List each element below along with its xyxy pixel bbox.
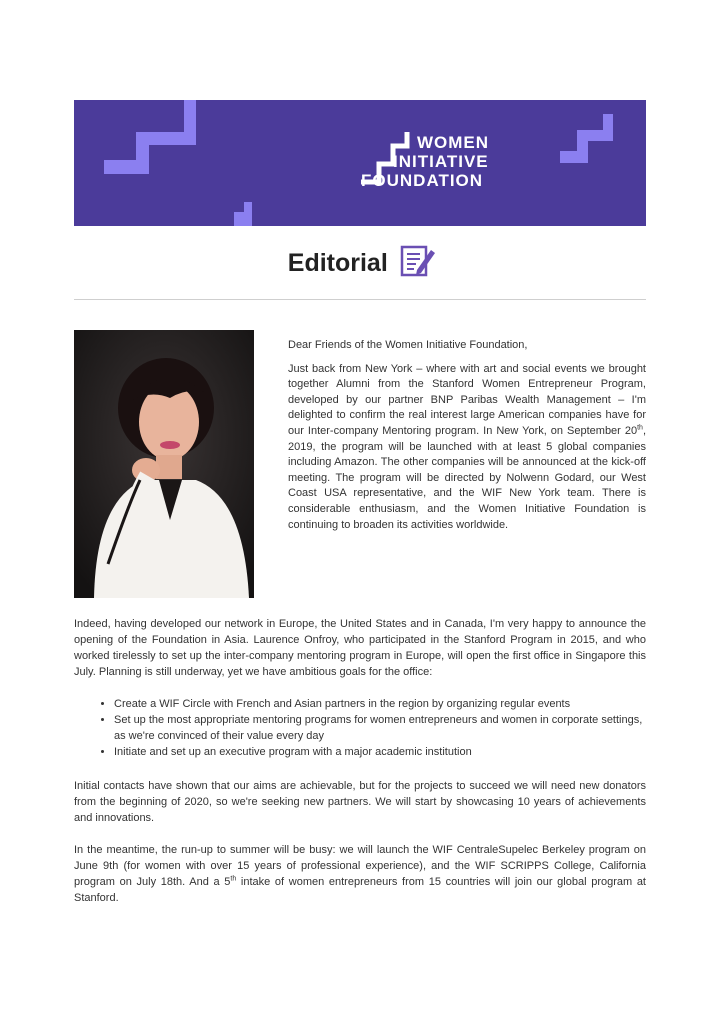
edit-note-icon <box>400 244 436 283</box>
logo-line-2: INITIATIVE <box>393 152 489 171</box>
list-item: • Create a WIF Circle with French and Asian partners in the region by organizing regular events <box>114 696 646 712</box>
stair-decoration-bottom-riser <box>244 202 252 226</box>
logo-line-3: FOUNDATION <box>361 171 484 190</box>
intro-paragraph-part-1: Just back from New York – where with art and social events we brought together Alumni from the Stanford Women Entrepreneur Program, developed by our partner BNP Paribas Wealth Management – I'm delighted to confirm the real interest large American companies have for our Inter-company Mentoring program. In New York, on September 20 <box>288 362 646 437</box>
intro-text <box>288 338 646 541</box>
editorial-title-row <box>0 244 724 288</box>
stair-decoration-right-riser2 <box>603 114 613 141</box>
stair-decoration-left-riser2 <box>184 100 196 145</box>
goals-list <box>74 696 646 760</box>
intro-paragraph-part-2: , 2019, the program will be launched with at least 5 global companies including Amazon. The other companies will be announced at the kick-off meeting. The program will be directed by Nolwenn Godard, our West Coast USA representative, and the WIF New York team. There is considerable enthusiasm, and the Women Initiative Foundation is continuing to broaden its activities worldwide. <box>288 424 646 531</box>
logo-line-1: WOMEN <box>417 133 490 152</box>
paragraph-summer <box>74 842 646 906</box>
greeting: Dear Friends of the Women Initiative Foundation, <box>288 339 528 351</box>
header-banner <box>74 100 646 226</box>
list-item: • Set up the most appropriate mentoring programs for women entrepreneurs and women in corporate settings, as we're convinced of their value every day <box>114 712 646 744</box>
ordinal-suffix: th <box>637 424 643 432</box>
paragraph-summer-part-1: In the meantime, the run-up to summer will be busy: we will launch the WIF CentraleSupelec Berkeley program on June 9th (for women with over 15 years of professional experience), and the WIF SCRIPPS College, California program on July 18th. And a 5 <box>74 844 646 888</box>
body-text <box>74 616 646 922</box>
section-divider <box>74 299 646 300</box>
foundation-logo-text <box>361 133 489 190</box>
ordinal-suffix: th <box>230 875 237 883</box>
intro-paragraph <box>288 362 646 534</box>
list-item: • Initiate and set up an executive program with a major academic institution <box>114 744 646 760</box>
paragraph-donators: Initial contacts have shown that our aims are achievable, but for the projects to succeed we will need new donators from the beginning of 2020, so we're seeking new partners. We will start by showcasing 10 years of achievements and innovations. <box>74 780 646 824</box>
page-title: Editorial <box>287 249 388 277</box>
paragraph-summer-part-2: intake of women entrepreneurs from 15 countries will join our global program at Stanford. <box>74 876 646 904</box>
paragraph-asia: Indeed, having developed our network in Europe, the United States and in Canada, I'm very happy to announce the opening of the Foundation in Asia. Laurence Onfroy, who participated in the Stanford Program in 2015, and who worked tirelessly to set up the inter-company mentoring program in Europe, will open the first office in Singapore this July. Planning is still underway, yet we have ambitious goals for the office: <box>74 618 646 678</box>
portrait-photo <box>74 330 254 598</box>
